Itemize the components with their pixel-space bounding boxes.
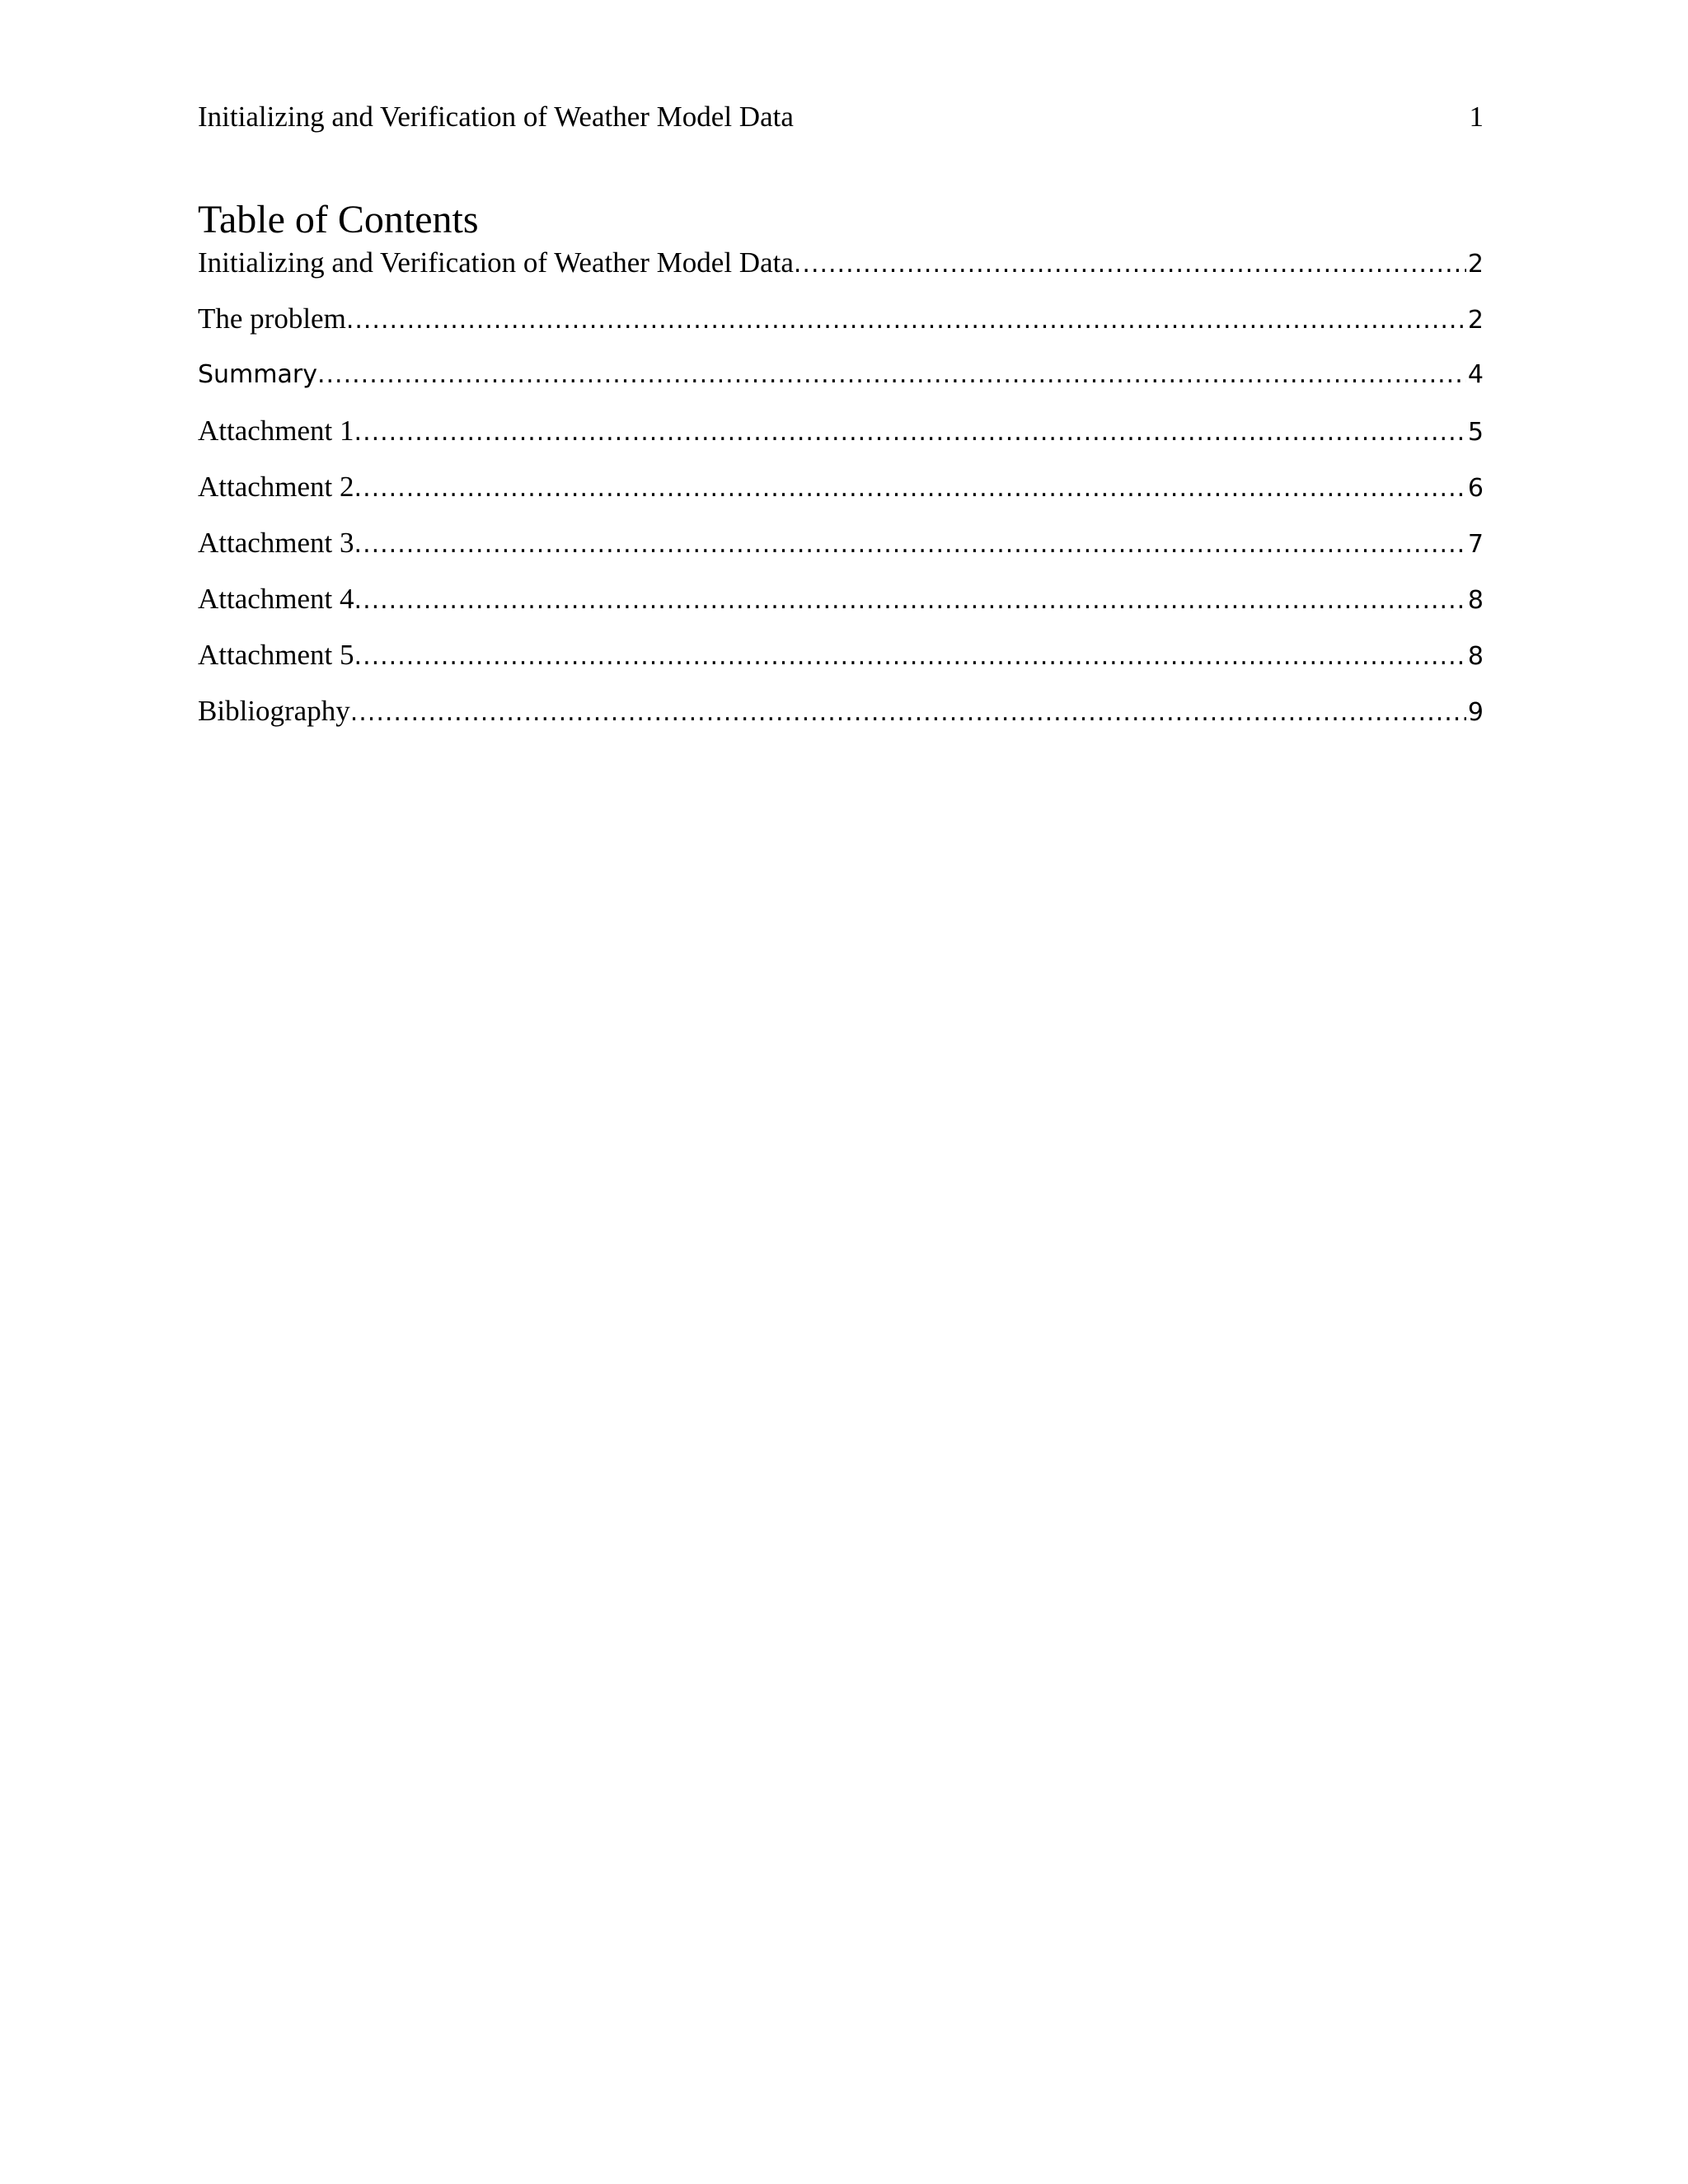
toc-entry-page: 5: [1467, 418, 1484, 447]
toc-dot-leader: [354, 635, 1466, 678]
toc-entry-text[interactable]: Attachment 5: [198, 639, 354, 671]
toc-dot-leader: [346, 299, 1466, 342]
toc-entry-page: 6: [1467, 474, 1484, 503]
toc-entry-attachment-5[interactable]: [198, 634, 1484, 690]
page-number: 1: [1469, 101, 1484, 133]
toc-entry-text[interactable]: Attachment 3: [198, 527, 354, 559]
toc-entry-page: 8: [1467, 642, 1484, 671]
toc-entry-text[interactable]: Attachment 4: [198, 583, 354, 615]
toc-entry-page: 9: [1467, 698, 1484, 727]
running-header-title: Initializing and Verification of Weather Model Data: [198, 101, 794, 133]
toc-entry-intro[interactable]: [198, 241, 1484, 298]
toc-entry-bibliography[interactable]: [198, 690, 1484, 746]
toc-entry-text[interactable]: Initializing and Verification of Weather Model Data: [198, 246, 794, 279]
toc-dot-leader: [354, 411, 1466, 454]
toc-entry-summary[interactable]: [198, 354, 1484, 410]
toc-dot-leader: [354, 523, 1466, 566]
toc-entry-text[interactable]: The problem: [198, 302, 346, 335]
toc-dot-leader: [354, 467, 1466, 510]
toc-entry-page: 2: [1467, 306, 1484, 335]
toc-entry-page: 2: [1467, 250, 1484, 279]
toc-entry-attachment-2[interactable]: [198, 466, 1484, 522]
toc-list: [198, 241, 1484, 746]
running-header: [198, 92, 1484, 142]
toc-title: Table of Contents: [198, 198, 479, 241]
toc-entry-text[interactable]: Attachment 1: [198, 415, 354, 447]
toc-dot-leader: [354, 579, 1466, 622]
toc-entry-page: 8: [1467, 586, 1484, 615]
toc-dot-leader: [350, 691, 1466, 734]
toc-entry-text[interactable]: Attachment 2: [198, 471, 354, 503]
toc-entry-page: 7: [1467, 530, 1484, 559]
toc-entry-text[interactable]: Summary: [198, 360, 317, 389]
toc-dot-leader: [317, 354, 1466, 396]
toc-entry-attachment-3[interactable]: [198, 522, 1484, 578]
toc-dot-leader: [794, 243, 1466, 286]
toc-entry-attachment-1[interactable]: [198, 410, 1484, 466]
toc-entry-text[interactable]: Bibliography: [198, 695, 350, 727]
toc-entry-page: 4: [1467, 360, 1484, 389]
toc-entry-attachment-4[interactable]: [198, 578, 1484, 634]
toc-entry-problem[interactable]: [198, 298, 1484, 354]
